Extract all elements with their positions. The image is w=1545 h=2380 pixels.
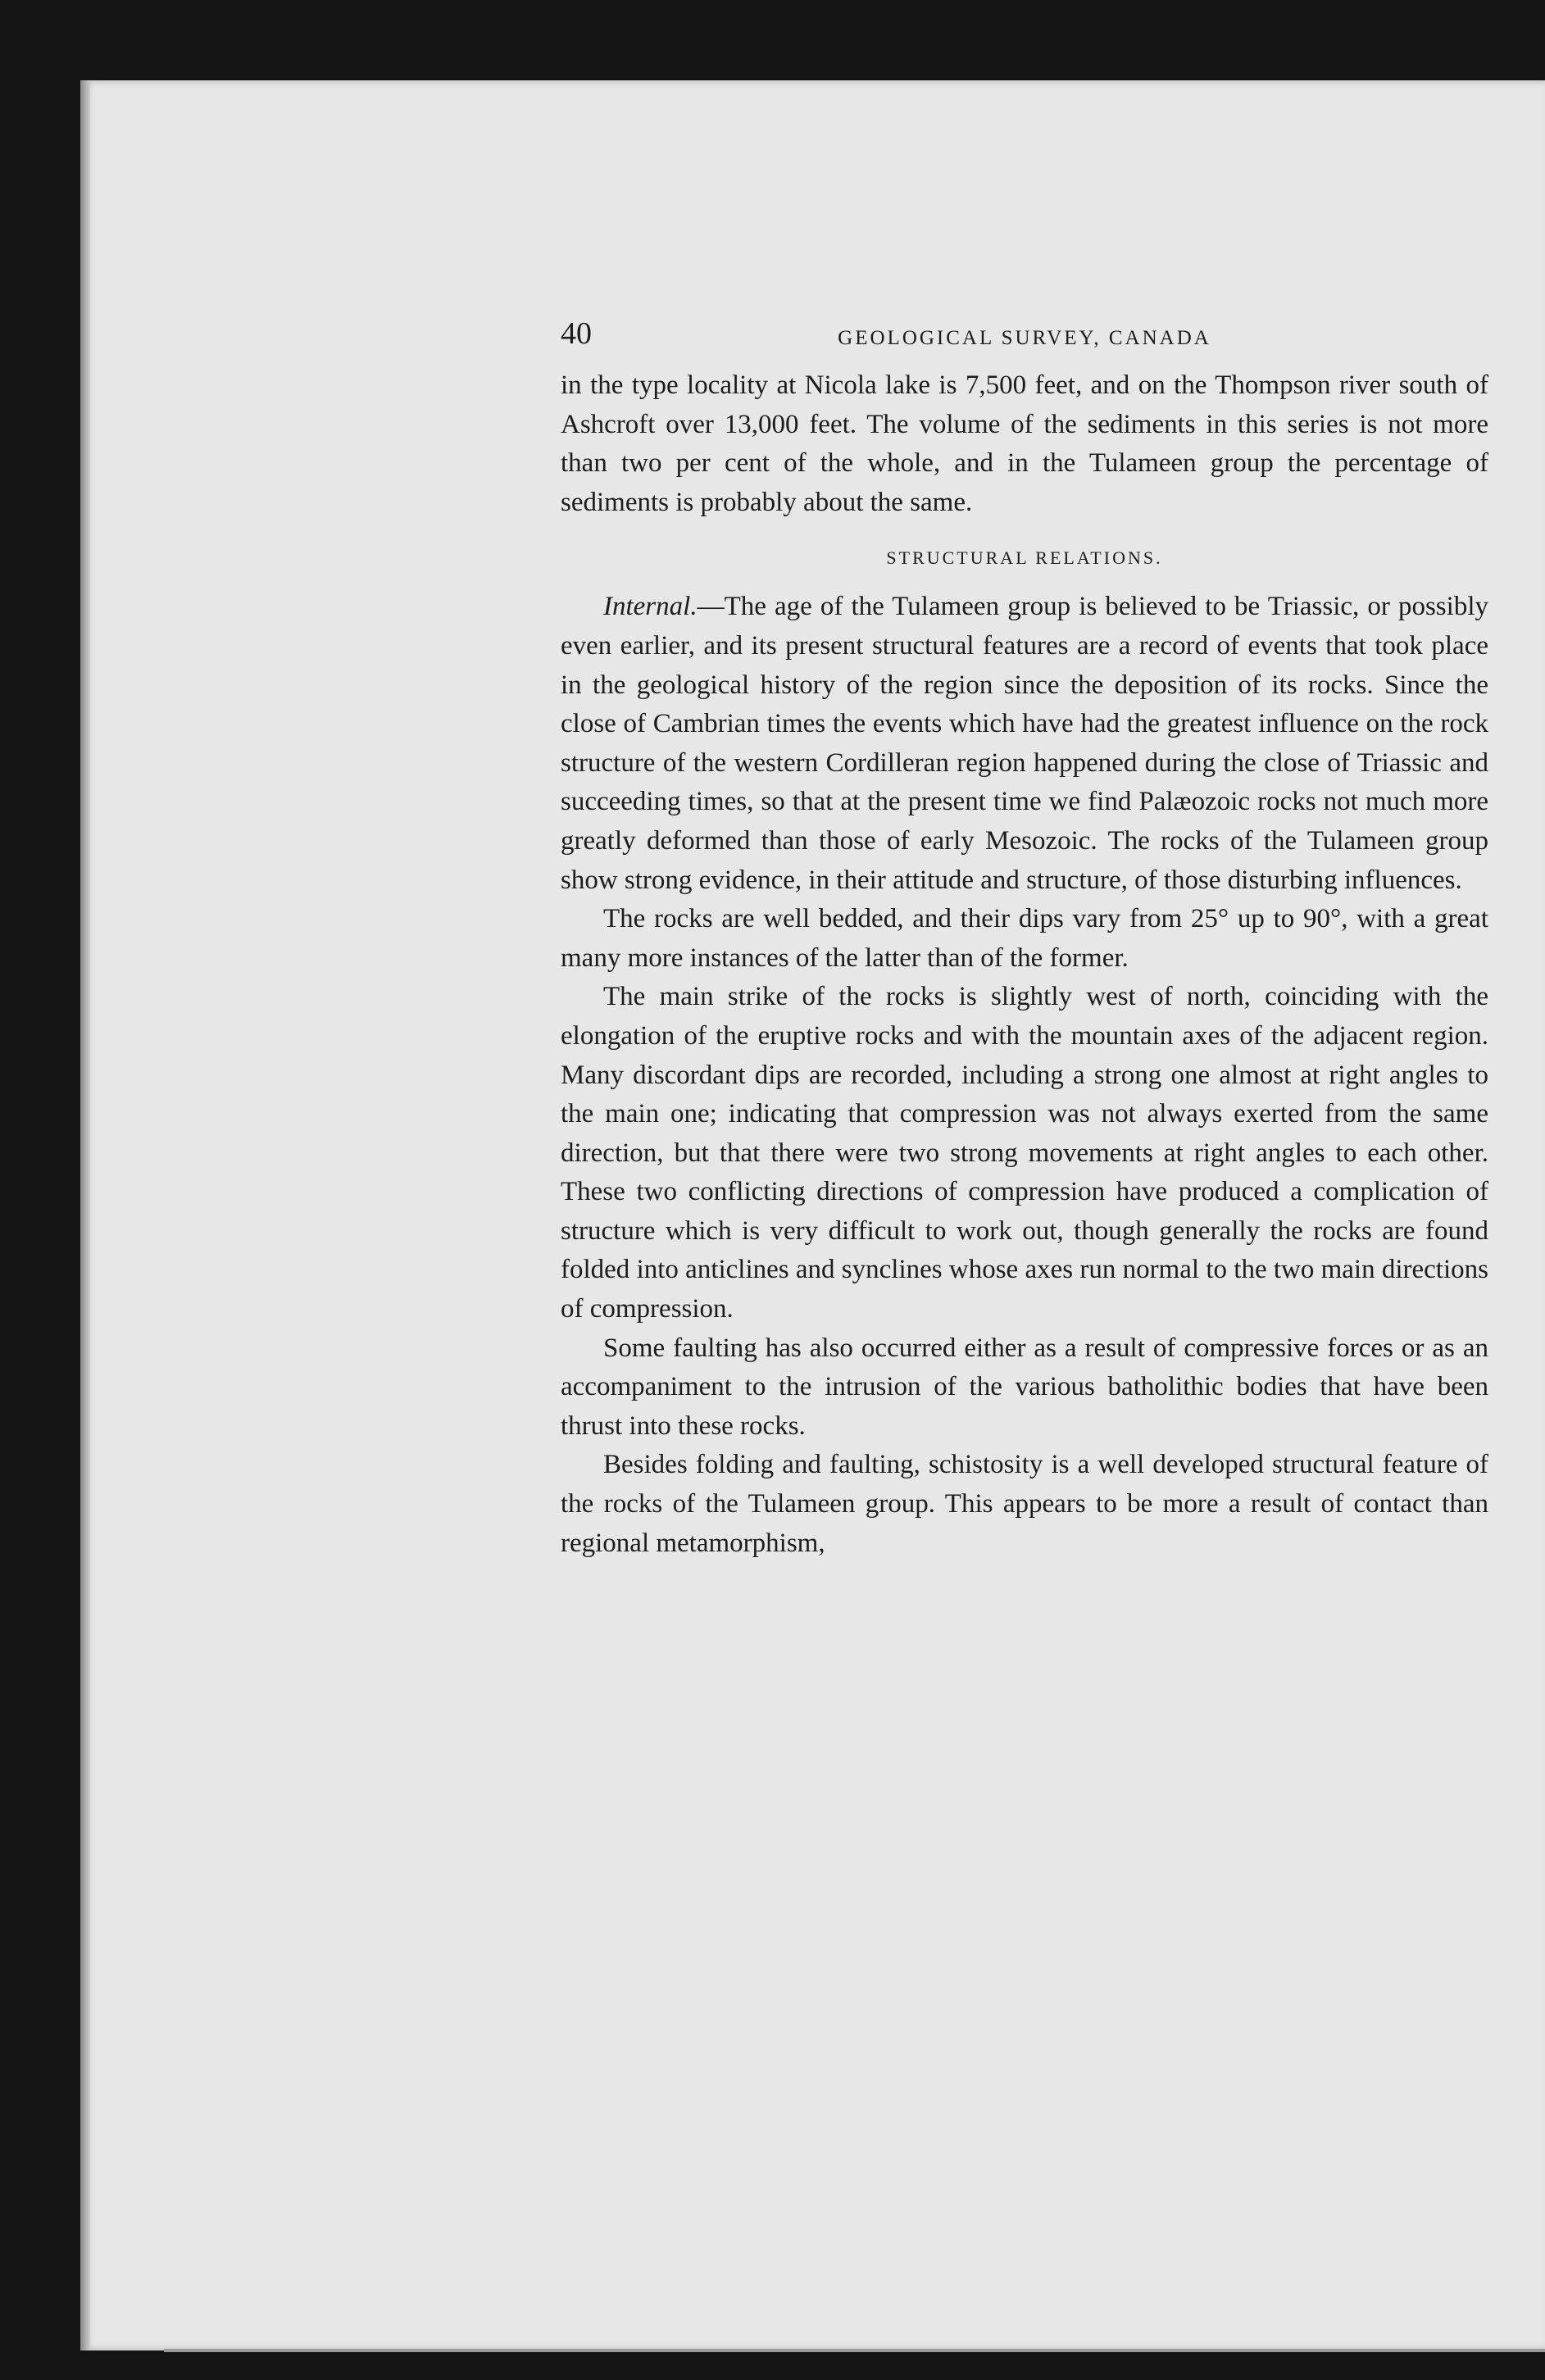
page-header [561,316,1488,366]
running-head: GEOLOGICAL SURVEY, CANADA [838,327,1211,349]
page-number: 40 [561,316,592,351]
subsection-label: Internal. [603,592,698,622]
continuation-paragraph: in the type locality at Nicola lake is 7,500 feet, and on the Thompson river south of Ashcroft over 13,000 feet. The volume of the sediments in this series is not more than two per cent of the whole, and in the Tulameen group the percentage of sediments is probably about the same. [561,370,1488,517]
paragraph-faulting: Some faulting has also occurred either as a result of compressive forces or as an accompaniment to the intrusion of the various batholithic bodies that have been thrust into these rocks. [561,1333,1488,1441]
section-heading: STRUCTURAL RELATIONS. [886,547,1163,569]
page-content [561,316,1488,1563]
paragraph-schistosity: Besides folding and faulting, schistosity is a well developed structural feature of the rocks of the Tulameen group. This appears to be more a result of contact than regional metamorphism, [561,1450,1488,1558]
paragraph-strike: The main strike of the rocks is slightly west of north, coinciding with the elongation of the eruptive rocks and with the mountain axes of the adjacent region. Many discordant dips are recorded, including a strong one almost at right angles to the main one; indicating that compression was not always exerted from the same direction, but that there were two strong movements at right angles to each other. These two conflicting directions of compression have produced a complication of structure which is very difficult to work out, though generally the rocks are found folded into anticlines and synclines whose axes run normal to the two main directions of compression. [561,982,1488,1324]
page-left-edge [80,80,90,2350]
paragraph-dips: The rocks are well bedded, and their dips vary from 25° up to 90°, with a great many more instances of the latter than of the former. [561,904,1488,973]
paragraph-internal [561,588,1488,900]
paragraph-internal-text: —The age of the Tulameen group is believed to be Triassic, or possibly even earlier, and its present structural features are a record of events that took place in the geological history of the region since the deposition of its rocks. Since the close of Cambrian times the events which have had the greatest influence on the rock structure of the western Cordilleran region happened during the close of Triassic and succeeding times, so that at the present time we find Palæozoic rocks not much more greatly deformed than those of early Mesozoic. The rocks of the Tulameen group show strong evidence, in their attitude and structure, of those disturbing influences. [561,592,1488,895]
page-bottom-edge [164,2349,1545,2352]
